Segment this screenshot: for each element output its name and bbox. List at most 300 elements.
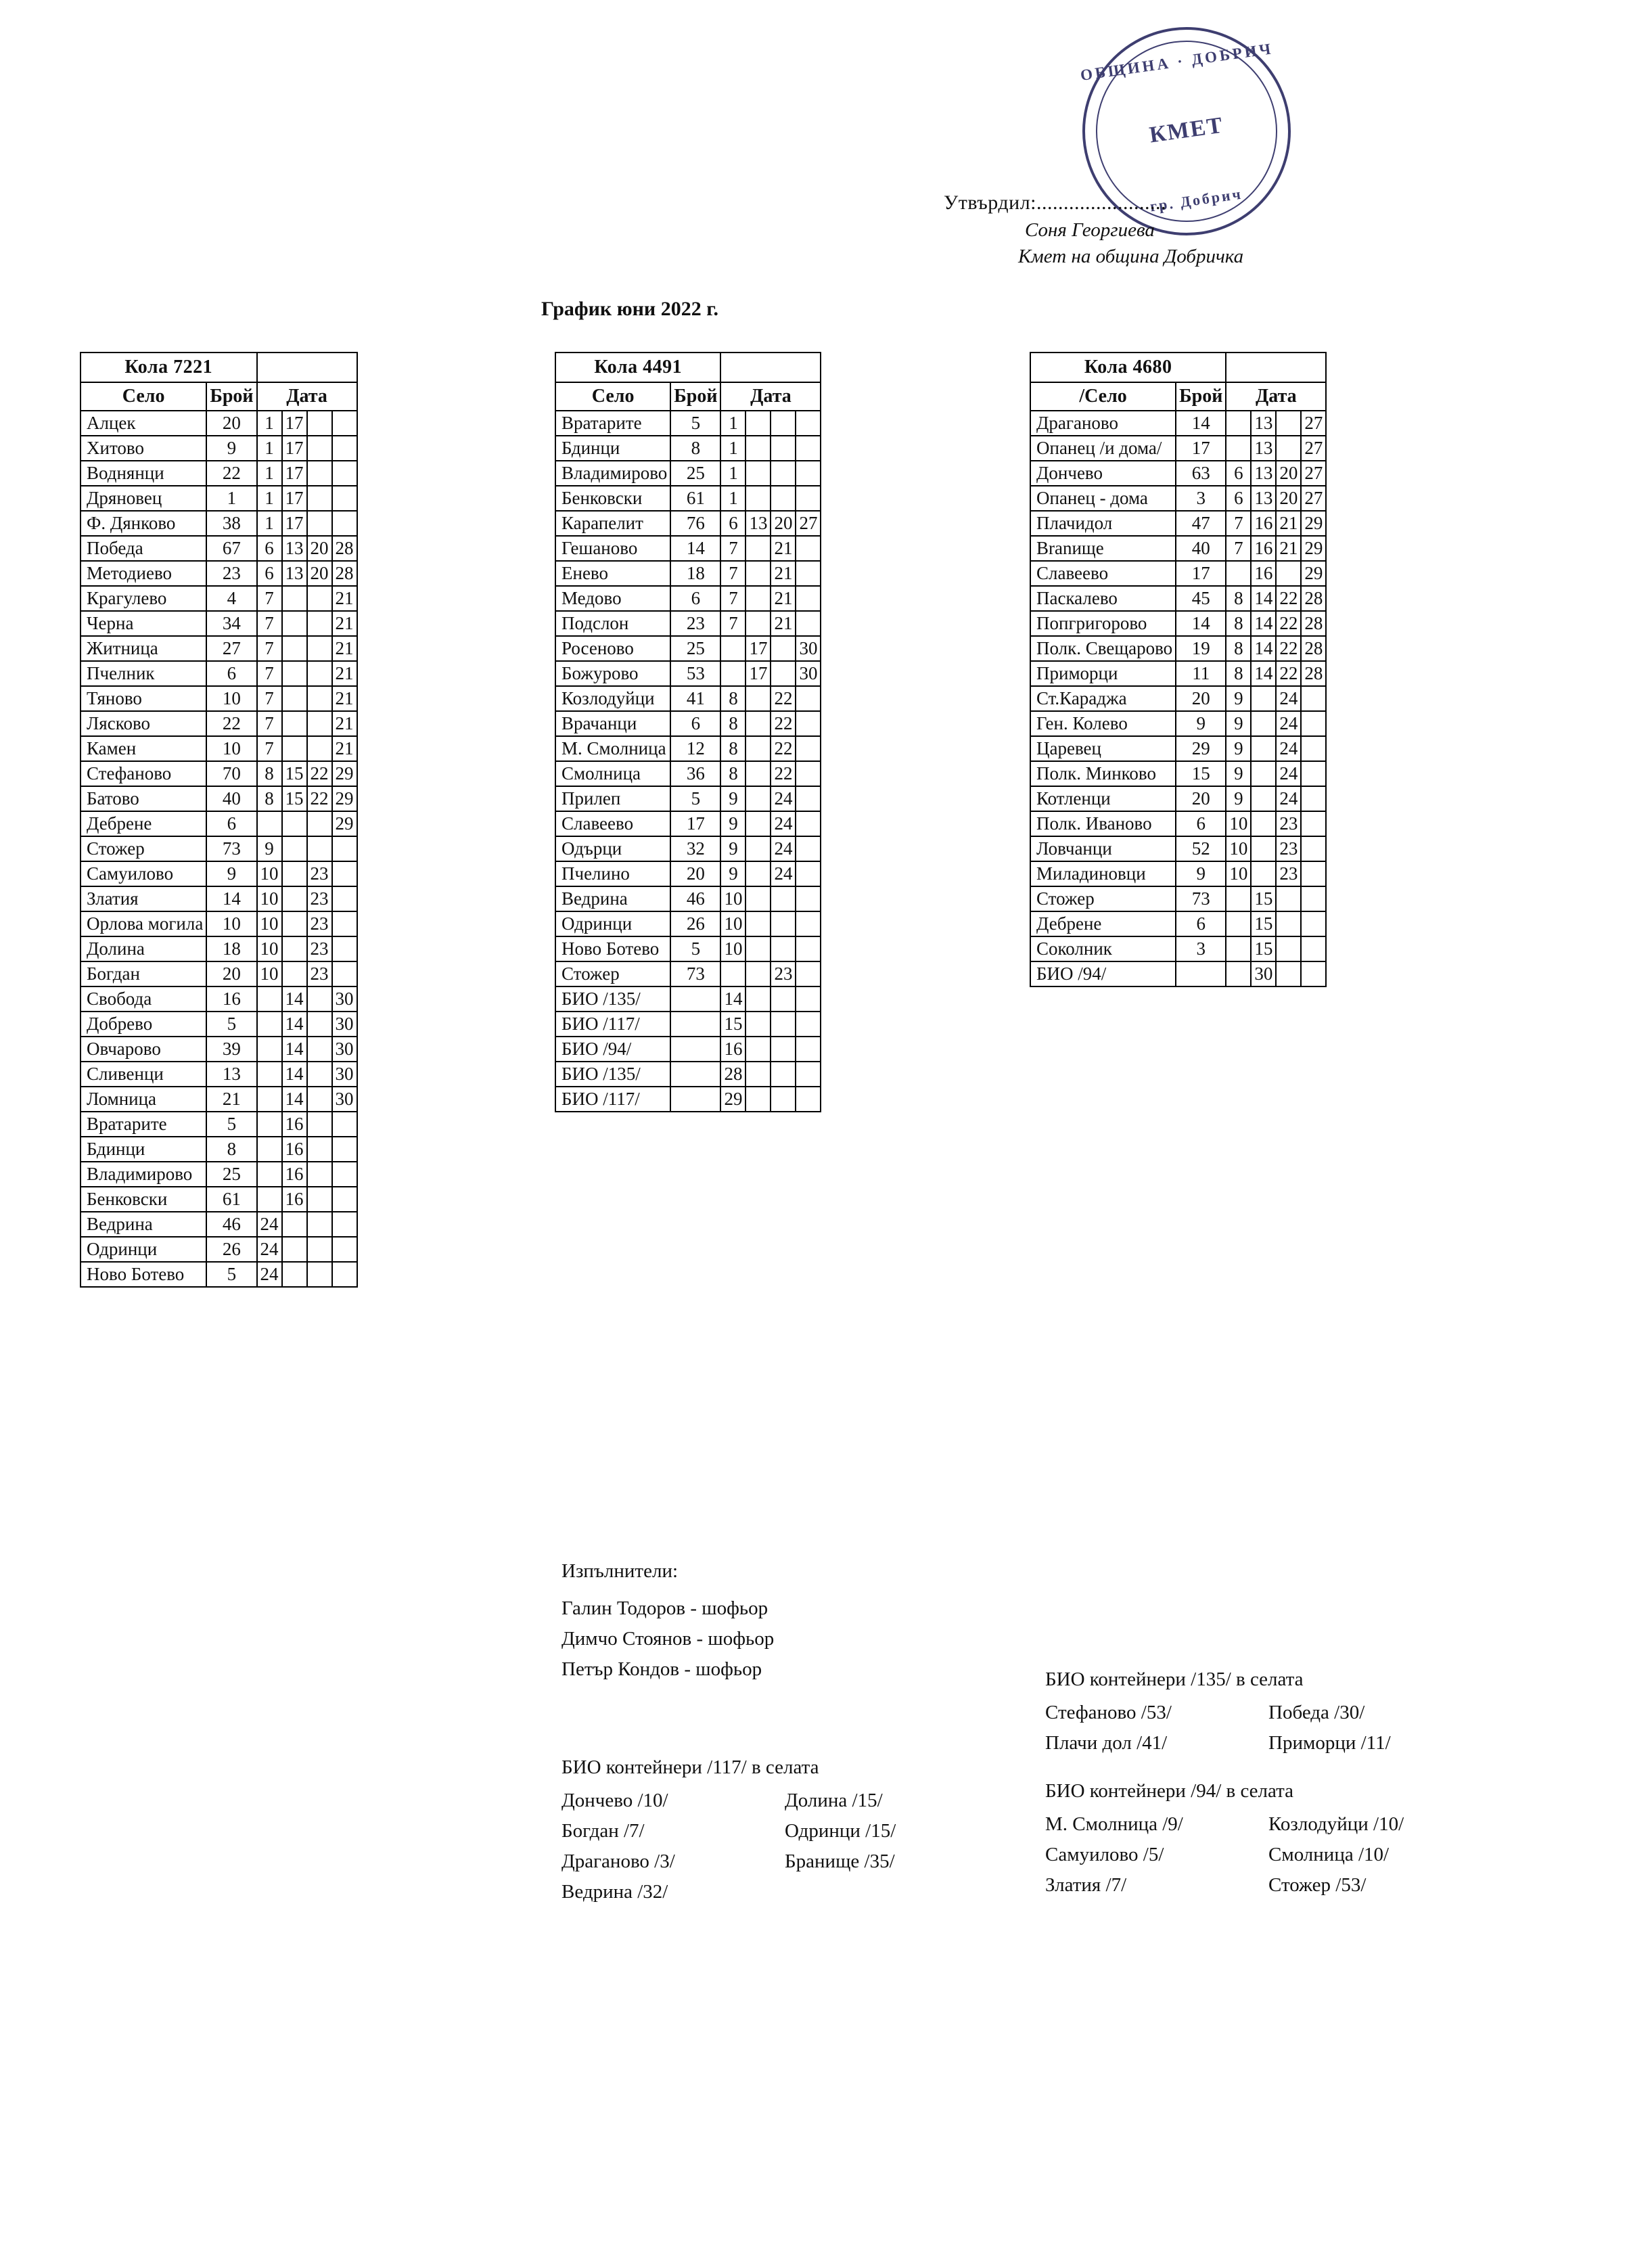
service-date: 16 bbox=[1251, 511, 1276, 536]
service-date: 1 bbox=[257, 511, 282, 536]
service-date: 22 bbox=[1276, 661, 1301, 686]
service-date: 24 bbox=[1276, 736, 1301, 761]
container-count: 3 bbox=[1176, 486, 1226, 511]
service-date: 29 bbox=[720, 1087, 745, 1112]
village-name: Богдан bbox=[81, 961, 206, 986]
container-count: 9 bbox=[206, 436, 256, 461]
service-date: 1 bbox=[257, 411, 282, 436]
table-row bbox=[555, 461, 821, 486]
bio-117-right: Долина /15/ bbox=[785, 1789, 883, 1811]
service-date bbox=[307, 1262, 332, 1287]
container-count: 45 bbox=[1176, 586, 1226, 611]
container-count: 25 bbox=[206, 1162, 256, 1187]
table-row bbox=[1030, 586, 1326, 611]
service-date bbox=[257, 1012, 282, 1037]
service-date bbox=[1251, 711, 1276, 736]
service-date: 10 bbox=[1226, 861, 1251, 886]
table-row bbox=[81, 536, 357, 561]
service-date bbox=[332, 911, 357, 936]
village-name: М. Смолница bbox=[555, 736, 670, 761]
service-date: 15 bbox=[1251, 911, 1276, 936]
service-date: 10 bbox=[1226, 836, 1251, 861]
service-date bbox=[745, 1012, 771, 1037]
village-name: Добрево bbox=[81, 1012, 206, 1037]
village-name: Полк. Свещарово bbox=[1030, 636, 1176, 661]
container-count: 5 bbox=[206, 1262, 256, 1287]
container-count: 6 bbox=[670, 711, 720, 736]
container-count: 14 bbox=[1176, 411, 1226, 436]
truck-title-4680-spacer bbox=[1226, 353, 1326, 382]
table-row bbox=[81, 1162, 357, 1187]
service-date bbox=[745, 836, 771, 861]
village-name: Алцек bbox=[81, 411, 206, 436]
container-count: 21 bbox=[206, 1087, 256, 1112]
village-name: Дончево bbox=[1030, 461, 1176, 486]
service-date: 22 bbox=[771, 736, 796, 761]
table-row bbox=[81, 486, 357, 511]
service-date bbox=[745, 911, 771, 936]
village-name: Лясково bbox=[81, 711, 206, 736]
container-count: 20 bbox=[670, 861, 720, 886]
service-date bbox=[1226, 886, 1251, 911]
service-date bbox=[796, 986, 821, 1012]
service-date: 17 bbox=[745, 636, 771, 661]
service-date bbox=[745, 486, 771, 511]
container-count: 5 bbox=[670, 786, 720, 811]
container-count: 18 bbox=[670, 561, 720, 586]
service-date: 23 bbox=[1276, 836, 1301, 861]
service-date bbox=[1226, 911, 1251, 936]
bio-117-title: БИО контейнери /117/ в селата bbox=[561, 1756, 819, 1778]
table-row bbox=[555, 1037, 821, 1062]
service-date bbox=[796, 561, 821, 586]
service-date: 20 bbox=[771, 511, 796, 536]
container-count: 17 bbox=[670, 811, 720, 836]
village-name: Пчелино bbox=[555, 861, 670, 886]
service-date: 21 bbox=[332, 586, 357, 611]
service-date bbox=[257, 1162, 282, 1187]
service-date: 27 bbox=[1301, 411, 1326, 436]
service-date: 9 bbox=[1226, 761, 1251, 786]
service-date: 22 bbox=[771, 711, 796, 736]
service-date bbox=[771, 1062, 796, 1087]
service-date: 6 bbox=[1226, 461, 1251, 486]
service-date bbox=[720, 961, 745, 986]
service-date bbox=[332, 1137, 357, 1162]
table-row bbox=[81, 711, 357, 736]
table-row bbox=[81, 1087, 357, 1112]
service-date bbox=[796, 436, 821, 461]
table-row bbox=[1030, 686, 1326, 711]
service-date bbox=[1301, 811, 1326, 836]
service-date bbox=[307, 411, 332, 436]
bio-94-right: Стожер /53/ bbox=[1268, 1874, 1367, 1896]
service-date: 20 bbox=[307, 561, 332, 586]
truck-title-7221: Кола 7221 bbox=[81, 353, 257, 382]
table-row bbox=[81, 761, 357, 786]
service-date: 21 bbox=[1276, 536, 1301, 561]
bio-135-left: Плачи дол /41/ bbox=[1045, 1731, 1168, 1754]
service-date bbox=[745, 986, 771, 1012]
service-date: 22 bbox=[307, 786, 332, 811]
village-name: Орлова могила bbox=[81, 911, 206, 936]
table-row bbox=[555, 761, 821, 786]
service-date: 9 bbox=[257, 836, 282, 861]
table-row bbox=[81, 436, 357, 461]
service-date bbox=[1276, 411, 1301, 436]
service-date: 1 bbox=[720, 436, 745, 461]
container-count: 63 bbox=[1176, 461, 1226, 486]
village-name: Смолница bbox=[555, 761, 670, 786]
service-date: 6 bbox=[257, 561, 282, 586]
approval-block bbox=[944, 189, 1417, 270]
schedule-table-4680 bbox=[1030, 352, 1327, 987]
approver-role: Кмет на община Добричка bbox=[1018, 245, 1244, 267]
table-row bbox=[1030, 661, 1326, 686]
service-date bbox=[745, 711, 771, 736]
service-date: 29 bbox=[1301, 511, 1326, 536]
service-date bbox=[1251, 836, 1276, 861]
service-date: 29 bbox=[332, 761, 357, 786]
table-row bbox=[1030, 836, 1326, 861]
bio-117-left: Богдан /7/ bbox=[561, 1819, 645, 1842]
table-row bbox=[81, 411, 357, 436]
service-date: 23 bbox=[307, 861, 332, 886]
village-name: Козлодуйци bbox=[555, 686, 670, 711]
service-date: 28 bbox=[1301, 661, 1326, 686]
container-count: 73 bbox=[670, 961, 720, 986]
table-row bbox=[555, 961, 821, 986]
service-date: 16 bbox=[720, 1037, 745, 1062]
service-date: 13 bbox=[1251, 436, 1276, 461]
village-name: Полк. Минково bbox=[1030, 761, 1176, 786]
village-name: Царевец bbox=[1030, 736, 1176, 761]
service-date: 27 bbox=[1301, 436, 1326, 461]
service-date: 14 bbox=[282, 1062, 307, 1087]
container-count bbox=[670, 1037, 720, 1062]
container-count: 9 bbox=[1176, 861, 1226, 886]
service-date: 29 bbox=[1301, 536, 1326, 561]
service-date: 14 bbox=[1251, 661, 1276, 686]
village-name: Бенковски bbox=[81, 1187, 206, 1212]
service-date: 9 bbox=[1226, 686, 1251, 711]
container-count: 20 bbox=[206, 961, 256, 986]
container-count: 16 bbox=[206, 986, 256, 1012]
service-date: 1 bbox=[720, 486, 745, 511]
service-date bbox=[1276, 936, 1301, 961]
container-count: 39 bbox=[206, 1037, 256, 1062]
bio-117-row bbox=[561, 1846, 896, 1877]
service-date: 17 bbox=[282, 411, 307, 436]
column-header-date-c: Дата bbox=[1226, 382, 1326, 411]
table-row bbox=[555, 736, 821, 761]
bio-94-row bbox=[1045, 1809, 1404, 1840]
bio-117-left: Дончево /10/ bbox=[561, 1789, 668, 1811]
schedule-table-4491 bbox=[555, 352, 821, 1112]
service-date bbox=[257, 986, 282, 1012]
service-date: 30 bbox=[1251, 961, 1276, 986]
service-date bbox=[1301, 861, 1326, 886]
bio-117-left: Драганово /3/ bbox=[561, 1850, 675, 1872]
village-name: Ломница bbox=[81, 1087, 206, 1112]
service-date bbox=[745, 1037, 771, 1062]
container-count: 73 bbox=[206, 836, 256, 861]
truck-title-4491: Кола 4491 bbox=[555, 353, 720, 382]
bio-135-block bbox=[1045, 1664, 1391, 1758]
service-date bbox=[257, 1037, 282, 1062]
service-date bbox=[282, 861, 307, 886]
container-count: 1 bbox=[206, 486, 256, 511]
bio-117-row bbox=[561, 1786, 896, 1816]
service-date bbox=[307, 636, 332, 661]
table-body-a bbox=[81, 411, 357, 1287]
service-date bbox=[282, 936, 307, 961]
service-date bbox=[771, 636, 796, 661]
service-date bbox=[307, 436, 332, 461]
column-header-count-a: Брой bbox=[206, 382, 256, 411]
service-date bbox=[771, 1087, 796, 1112]
service-date: 14 bbox=[1251, 586, 1276, 611]
container-count: 9 bbox=[206, 861, 256, 886]
service-date bbox=[745, 786, 771, 811]
service-date: 21 bbox=[332, 661, 357, 686]
service-date: 10 bbox=[1226, 811, 1251, 836]
container-count: 61 bbox=[670, 486, 720, 511]
container-count: 3 bbox=[1176, 936, 1226, 961]
service-date bbox=[282, 736, 307, 761]
table-row bbox=[555, 861, 821, 886]
service-date: 10 bbox=[257, 861, 282, 886]
service-date bbox=[307, 986, 332, 1012]
service-date bbox=[332, 886, 357, 911]
service-date bbox=[745, 586, 771, 611]
service-date bbox=[771, 661, 796, 686]
service-date: 13 bbox=[1251, 461, 1276, 486]
service-date bbox=[332, 486, 357, 511]
village-name: Черна bbox=[81, 611, 206, 636]
service-date: 21 bbox=[1276, 511, 1301, 536]
service-date: 9 bbox=[1226, 786, 1251, 811]
container-count: 23 bbox=[206, 561, 256, 586]
container-count bbox=[670, 1062, 720, 1087]
bio-135-title: БИО контейнери /135/ в селата bbox=[1045, 1669, 1304, 1690]
service-date bbox=[745, 936, 771, 961]
service-date bbox=[1251, 786, 1276, 811]
container-count: 20 bbox=[1176, 686, 1226, 711]
service-date: 16 bbox=[282, 1187, 307, 1212]
service-date bbox=[332, 1112, 357, 1137]
service-date: 14 bbox=[282, 986, 307, 1012]
table-body-c bbox=[1030, 411, 1326, 986]
service-date bbox=[307, 1062, 332, 1087]
service-date bbox=[332, 861, 357, 886]
table-row bbox=[1030, 636, 1326, 661]
service-date bbox=[307, 711, 332, 736]
table-row bbox=[555, 1012, 821, 1037]
service-date bbox=[307, 686, 332, 711]
service-date bbox=[1226, 936, 1251, 961]
village-name: Славеево bbox=[555, 811, 670, 836]
container-count: 22 bbox=[206, 711, 256, 736]
service-date: 21 bbox=[332, 636, 357, 661]
table-row bbox=[555, 1062, 821, 1087]
service-date: 30 bbox=[332, 1012, 357, 1037]
container-count: 53 bbox=[670, 661, 720, 686]
service-date: 8 bbox=[257, 786, 282, 811]
village-name: Одринци bbox=[555, 911, 670, 936]
village-name: Тяново bbox=[81, 686, 206, 711]
table-row bbox=[81, 1212, 357, 1237]
service-date: 15 bbox=[1251, 936, 1276, 961]
container-count: 10 bbox=[206, 736, 256, 761]
table-row bbox=[555, 561, 821, 586]
service-date: 24 bbox=[1276, 686, 1301, 711]
service-date bbox=[257, 1062, 282, 1087]
performer-item: Димчо Стоянов - шофьор bbox=[561, 1627, 775, 1650]
table-body-b bbox=[555, 411, 821, 1112]
village-name: Воднянци bbox=[81, 461, 206, 486]
table-row bbox=[81, 811, 357, 836]
service-date: 8 bbox=[720, 711, 745, 736]
table-row bbox=[555, 411, 821, 436]
service-date bbox=[796, 411, 821, 436]
service-date: 14 bbox=[282, 1087, 307, 1112]
table-row bbox=[555, 836, 821, 861]
table-row bbox=[555, 511, 821, 536]
container-count: 5 bbox=[670, 411, 720, 436]
service-date: 27 bbox=[796, 511, 821, 536]
container-count: 32 bbox=[670, 836, 720, 861]
performers-title: Изпълнители: bbox=[561, 1560, 679, 1582]
service-date: 1 bbox=[720, 411, 745, 436]
container-count: 17 bbox=[1176, 436, 1226, 461]
service-date bbox=[332, 1212, 357, 1237]
truck-title-7221-spacer bbox=[257, 353, 357, 382]
table-row bbox=[81, 1237, 357, 1262]
village-name: Дебрене bbox=[81, 811, 206, 836]
service-date bbox=[796, 486, 821, 511]
container-count: 14 bbox=[1176, 611, 1226, 636]
service-date bbox=[257, 1137, 282, 1162]
service-date: 8 bbox=[1226, 611, 1251, 636]
village-name: Бенковски bbox=[555, 486, 670, 511]
container-count: 23 bbox=[670, 611, 720, 636]
service-date bbox=[796, 736, 821, 761]
bio-94-row bbox=[1045, 1870, 1404, 1901]
bio-117-block bbox=[561, 1752, 896, 1907]
service-date: 7 bbox=[720, 561, 745, 586]
service-date: 9 bbox=[1226, 736, 1251, 761]
service-date bbox=[796, 536, 821, 561]
service-date: 21 bbox=[332, 611, 357, 636]
village-name: Одринци bbox=[81, 1237, 206, 1262]
service-date bbox=[771, 911, 796, 936]
service-date bbox=[796, 836, 821, 861]
village-name: Вратарите bbox=[81, 1112, 206, 1137]
container-count: 4 bbox=[206, 586, 256, 611]
service-date: 1 bbox=[720, 461, 745, 486]
service-date bbox=[745, 561, 771, 586]
bio-117-right: Одринци /15/ bbox=[785, 1819, 896, 1842]
service-date: 9 bbox=[720, 836, 745, 861]
service-date bbox=[282, 611, 307, 636]
service-date bbox=[307, 1137, 332, 1162]
service-date: 7 bbox=[720, 611, 745, 636]
service-date bbox=[771, 436, 796, 461]
container-count: 15 bbox=[1176, 761, 1226, 786]
service-date: 24 bbox=[771, 861, 796, 886]
table-row bbox=[1030, 411, 1326, 436]
bio-117-row bbox=[561, 1877, 896, 1907]
table-row bbox=[81, 1112, 357, 1137]
village-name: Стожер bbox=[81, 836, 206, 861]
table-row bbox=[81, 461, 357, 486]
bio-94-title: БИО контейнери /94/ в селата bbox=[1045, 1780, 1294, 1802]
service-date: 8 bbox=[720, 686, 745, 711]
village-name: Божурово bbox=[555, 661, 670, 686]
service-date bbox=[257, 1187, 282, 1212]
service-date bbox=[1301, 836, 1326, 861]
village-name: Бдинци bbox=[81, 1137, 206, 1162]
bio-135-right: Победа /30/ bbox=[1268, 1701, 1365, 1723]
service-date: 8 bbox=[257, 761, 282, 786]
service-date bbox=[332, 436, 357, 461]
village-name: Методиево bbox=[81, 561, 206, 586]
service-date bbox=[745, 1087, 771, 1112]
container-count: 22 bbox=[206, 461, 256, 486]
village-name: Славеево bbox=[1030, 561, 1176, 586]
service-date bbox=[796, 1037, 821, 1062]
service-date bbox=[282, 961, 307, 986]
service-date bbox=[796, 911, 821, 936]
service-date bbox=[332, 461, 357, 486]
container-count: 5 bbox=[670, 936, 720, 961]
service-date bbox=[1226, 961, 1251, 986]
service-date bbox=[307, 1237, 332, 1262]
service-date bbox=[745, 736, 771, 761]
table-row bbox=[555, 786, 821, 811]
service-date: 22 bbox=[1276, 586, 1301, 611]
container-count: 76 bbox=[670, 511, 720, 536]
bio-117-right: Бранище /35/ bbox=[785, 1850, 895, 1872]
bio-94-right: Козлодуйци /10/ bbox=[1268, 1813, 1404, 1835]
table-row bbox=[1030, 461, 1326, 486]
service-date bbox=[1251, 861, 1276, 886]
village-name: Енево bbox=[555, 561, 670, 586]
table-row bbox=[555, 536, 821, 561]
service-date: 29 bbox=[332, 786, 357, 811]
table-row bbox=[555, 911, 821, 936]
service-date bbox=[282, 886, 307, 911]
column-header-count-b: Брой bbox=[670, 382, 720, 411]
service-date: 30 bbox=[332, 1087, 357, 1112]
performer-item: Галин Тодоров - шофьор bbox=[561, 1597, 768, 1619]
service-date: 14 bbox=[282, 1012, 307, 1037]
village-name: Соколник bbox=[1030, 936, 1176, 961]
service-date: 10 bbox=[257, 886, 282, 911]
bio-94-row bbox=[1045, 1840, 1404, 1870]
service-date bbox=[1276, 911, 1301, 936]
village-name: Ведрина bbox=[555, 886, 670, 911]
table-row bbox=[81, 936, 357, 961]
service-date: 6 bbox=[720, 511, 745, 536]
service-date bbox=[796, 1062, 821, 1087]
service-date: 28 bbox=[1301, 586, 1326, 611]
service-date bbox=[745, 861, 771, 886]
container-count: 25 bbox=[670, 636, 720, 661]
service-date bbox=[257, 811, 282, 836]
page-title: График юни 2022 г. bbox=[541, 298, 718, 320]
